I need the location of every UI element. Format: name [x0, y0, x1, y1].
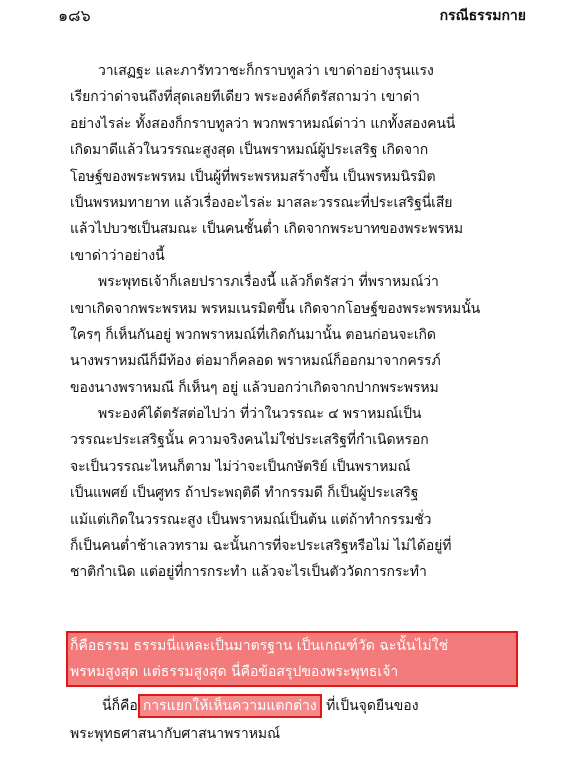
book-title: กรณีธรรมกาย: [439, 8, 526, 24]
page-number: ๑๘๖: [58, 6, 91, 25]
text-line: ของนางพราหมณี ก็เห็นๆ อยู่ แล้วบอกว่าเกิดจากปากพระพรหม: [70, 379, 439, 396]
text-line: พระองค์ได้ตรัสต่อไปว่า ที่ว่าในวรรณะ ๔ พราหมณ์เป็น: [98, 406, 422, 423]
text-line: แล้วไปบวชเป็นสมณะ เป็นคนชั้นต่ำ เกิดจากพระบาทของพระพรหม: [70, 221, 463, 238]
text-line: เขาด่าว่าอย่างนี้: [70, 247, 165, 264]
text-line: โอษฐ์ของพระพรหม เป็นผู้ที่พระพรหมสร้างขึ้น เป็นพรหมนิรมิต: [70, 168, 436, 185]
text-line: พระพุทธศาสนากับศาสนาพราหมณ์: [70, 726, 281, 742]
text-line: วรรณะประเสริฐนั้น ความจริงคนไม่ใช่ประเสริฐที่กำเนิดหรอก: [70, 432, 429, 449]
text-line: เขาเกิดจากพระพรหม พรหมเนรมิตขึ้น เกิดจากโอษฐ์ของพระพรหมนั้น: [70, 300, 481, 317]
page-body: [70, 58, 518, 586]
text-line: ใครๆ ก็เห็นกันอยู่ พวกพราหมณ์ที่เกิดกันมานั้น ตอนก่อนจะเกิด: [70, 326, 436, 343]
text-line: เป็นพรหมทายาท แล้วเรื่องอะไรล่ะ มาสละวรรณะที่ประเสริฐนี่เสีย: [70, 194, 453, 211]
text-line: อย่างไรล่ะ ทั้งสองก็กราบทูลว่า พวกพราหมณ์ด่าว่า แกทั้งสองคนนี่: [70, 115, 456, 132]
text-line: ชาติกำเนิด แต่อยู่ที่การกระทำ แล้วจะไรเป็นตัววัดการกระทำ: [70, 564, 427, 581]
highlighted-line: พรหมสูงสุด แต่ธรรมสูงสุด นี่คือข้อสรุปของพระพุทธเจ้า: [70, 664, 399, 680]
text-line: แม้แต่เกิดในวรรณะสูง เป็นพราหมณ์เป็นต้น แต่ถ้าทำกรรมชั่ว: [70, 511, 432, 528]
highlighted-line: ก็คือธรรม ธรรมนี่แหละเป็นมาตรฐาน เป็นเกณฑ์วัด ฉะนั้นไม่ใช่: [70, 638, 449, 654]
highlighted-passage: [70, 633, 518, 685]
text-line: [70, 692, 518, 720]
text-line: เรียกว่าด่าจนถึงที่สุดเลยทีเดียว พระองค์ก็ตรัสถามว่า เขาด่า: [70, 89, 420, 106]
text-line: เกิดมาดีแล้วในวรรณะสูงสุด เป็นพราหมณ์ผู้ประเสริฐ เกิดจาก: [70, 142, 429, 159]
paragraph-1: [70, 58, 518, 269]
highlighted-phrase: การแยกให้เห็นความแตกต่าง: [138, 694, 322, 718]
text-line: นางพราหมณีก็มีท้อง ต่อมาก็คลอด พราหมณ์ก็ออกมาจากครรภ์: [70, 353, 441, 370]
text-line: ก็เป็นคนต่ำช้าเลวทราม ฉะนั้นการที่จะประเสริฐหรือไม่ ไม่ได้อยู่ที่: [70, 538, 452, 555]
text-line: จะเป็นวรรณะไหนก็ตาม ไม่ว่าจะเป็นกษัตริย์ เป็นพราหมณ์: [70, 458, 411, 475]
text-line: วาเสฏฐะ และภารัทวาชะก็กราบทูลว่า เขาด่าอย่างรุนแรง: [98, 63, 434, 79]
text-line: พระพุทธเจ้าก็เลยปรารภเรื่องนี้ แล้วก็ตรัสว่า ที่พราหมณ์ว่า: [98, 274, 439, 291]
text-line: เป็นแพศย์ เป็นศูทร ถ้าประพฤติดี ทำกรรมดี ก็เป็นผู้ประเสริฐ: [70, 485, 419, 502]
closing-suffix: ที่เป็นจุดยืนของ: [321, 698, 419, 714]
paragraph-2: [70, 269, 518, 401]
page-header: [58, 4, 526, 30]
closing-prefix: นี่ก็คือ: [102, 698, 138, 714]
paragraph-3: [70, 401, 518, 586]
closing-paragraph: [70, 692, 518, 748]
